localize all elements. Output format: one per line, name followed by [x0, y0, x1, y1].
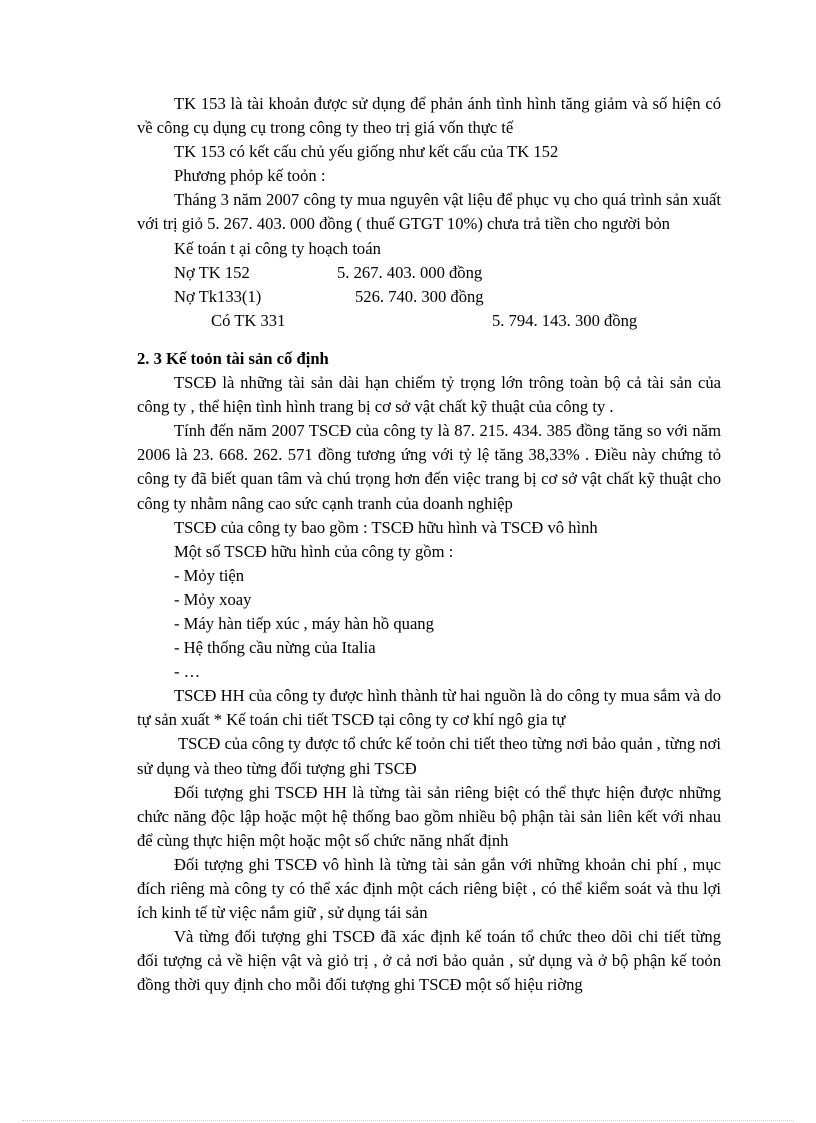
journal-amount: 526. 740. 300 đồng: [355, 286, 484, 306]
paragraph-intangible-object: Đối tượng ghi TSCĐ vô hình là từng tài sản gắn với những khoản chi phí , mục đích riêng mà công ty có thể xác định một cách riêng biệt , có thể kiểm soát và thu lợi ích kinh tế từ việc nắm giữ , sử dụng tái sản: [137, 854, 721, 923]
list-item: - Mỏy tiện: [174, 565, 245, 585]
section-heading: 2. 3 Kế toỏn tài sản cố định: [137, 348, 329, 368]
paragraph-tscd-definition: TSCĐ là những tài sản dài hạn chiếm tỷ trọng lớn trông toàn bộ cả tài sản của công ty , thể hiện tình hình trang bị cơ sở vật chất kỹ thuật của công ty .: [137, 373, 721, 417]
document-page: [137, 92, 721, 997]
paragraph-tscd-organization: TSCĐ của công ty được tổ chức kế toỏn chi tiết theo từng nơi bảo quản , từng nơi sử dụng và theo từng đối tượng ghi TSCĐ: [137, 734, 721, 778]
journal-entry-row: [137, 261, 721, 285]
list-item: - Hệ thống cầu nừng của Italia: [174, 638, 376, 658]
paragraph-tk153-structure: TK 153 có kết cấu chủ yếu giống như kết cấu của TK 152: [174, 142, 559, 162]
list-item: - Mỏy xoay: [174, 589, 252, 609]
journal-account: Nợ TK 152: [174, 262, 250, 282]
paragraph-tscd-sources: TSCĐ HH của công ty được hình thành từ hai nguồn là do công ty mua sắm và do tự sản xuất * Kế toán chi tiết TSCĐ tại công ty cơ khí ngô gia tự: [137, 686, 721, 730]
paragraph-accounting-label: Kế toán t ại công ty hoạch toán: [174, 238, 381, 258]
journal-entry-row: [137, 309, 721, 333]
journal-account: Có TK 331: [211, 310, 286, 330]
paragraph-tracking: Và từng đối tượng ghi TSCĐ đã xác định kế toán tổ chức theo dõi chi tiết từng đối tượng cả về hiện vật và giỏ trị , ở cả nơi bảo quản , sử dụng và ở bộ phận kế toỏn đồng thời quy định cho mỗi đối tượng ghi TSCĐ một số hiệu riờng: [137, 927, 721, 995]
page-edge-divider: [22, 1120, 794, 1121]
paragraph-tangible-object: Đối tượng ghi TSCĐ HH là từng tài sản riêng biệt có thể thực hiện được những chức năng độc lập hoặc một hệ thống bao gồm nhiều bộ phận tài sản liên kết với nhau để cùng thực hiện một hoặc một số chức năng nhất định: [137, 782, 721, 850]
paragraph-tscd-growth: Tính đến năm 2007 TSCĐ của công ty là 87. 215. 434. 385 đồng tăng so với năm 2006 là 23. 668. 262. 571 đồng tương ứng với tỷ lệ tăng 38,33% . Điều này chứng tỏ công ty đã biết quan tâm và chú trọng hơn đến việc trang bị cơ sở vật chất kỹ thuật cho công ty nhằm nâng cao sức cạnh tranh của doanh nghiệp: [137, 421, 721, 513]
journal-amount: 5. 794. 143. 300 đồng: [492, 310, 638, 330]
journal-entry-row: [137, 285, 721, 309]
paragraph-method-label: Phương phỏp kế toỏn :: [174, 166, 326, 186]
journal-amount: 5. 267. 403. 000 đồng: [337, 262, 483, 282]
list-item: - …: [174, 662, 201, 682]
paragraph-tk153-definition: TK 153 là tài khoản được sử dụng để phản ánh tình hình tăng giảm và số hiện có về công cụ dụng cụ trong công ty theo trị giá vốn thực tế: [137, 94, 721, 138]
paragraph-purchase-example: Tháng 3 năm 2007 công ty mua nguyên vật liệu để phục vụ cho quá trình sản xuất với trị giỏ 5. 267. 403. 000 đồng ( thuế GTGT 10%) chưa trả tiền cho người bỏn: [137, 190, 721, 234]
paragraph-tscd-list-intro: Một số TSCĐ hữu hình của công ty gồm :: [174, 541, 454, 561]
paragraph-tscd-types: TSCĐ của công ty bao gồm : TSCĐ hữu hình và TSCĐ vô hình: [174, 517, 598, 537]
list-item: - Máy hàn tiếp xúc , máy hàn hồ quang: [174, 613, 434, 633]
journal-account: Nợ Tk133(1): [174, 286, 262, 306]
